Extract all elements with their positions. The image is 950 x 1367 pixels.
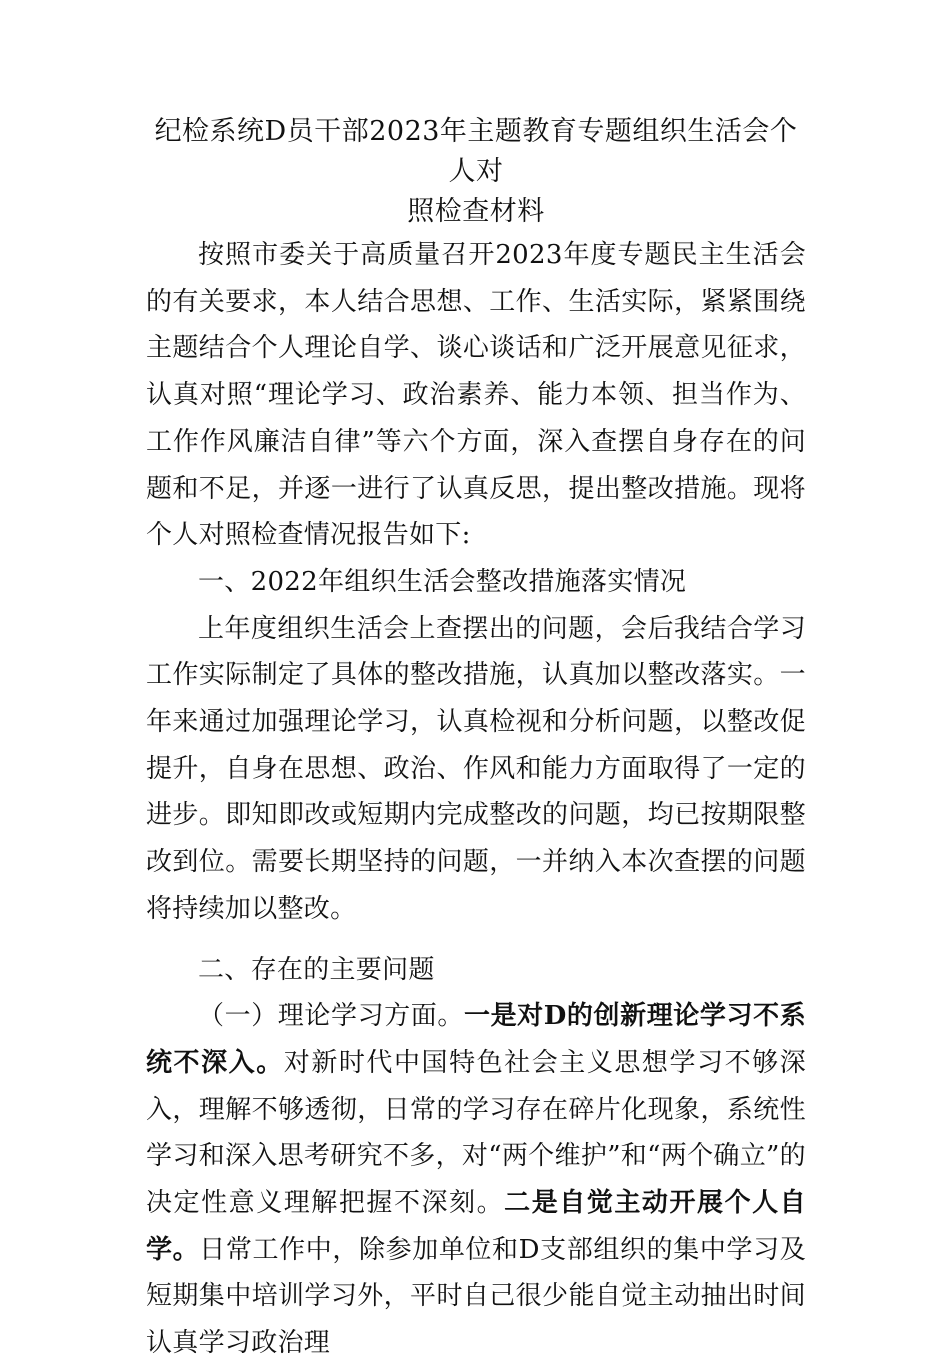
- paragraph-spacer: [146, 933, 806, 947]
- point-1-text: 对新时代中国特色社会主义思想学习不够深入，理解不够透彻，日常的学习存在碎片化现象，系统性学习和深入思考研究不多，对“两个维护”和“两个确立”的决定性意义理解把握不深刻。: [146, 1047, 806, 1219]
- subsection-1-lead: （一）理论学习方面。: [198, 1001, 464, 1032]
- intro-paragraph: 按照市委关于高质量召开2023年度专题民主生活会的有关要求，本人结合思想、工作、生活实际，紧紧围绕主题结合个人理论自学、谈心谈话和广泛开展意见征求，认真对照“理论学习、政治素养、能力本领、担当作为、工作作风廉洁自律”等六个方面，深入查摆自身存在的问题和不足，并逐一进行了认真反思，提出整改措施。现将个人对照检查情况报告如下:: [146, 240, 806, 551]
- point-2-text: 日常工作中，除参加单位和D支部组织的集中学习及短期集中培训学习外，平时自己很少能自觉主动抽出时间认真学习政治理: [146, 1234, 806, 1359]
- document-page: [146, 112, 806, 1367]
- title-line-2: 照检查材料: [407, 196, 545, 227]
- point-2-heading: 二是自觉主动开展个人自学。: [146, 1188, 806, 1265]
- section-1-heading: 一、2022年组织生活会整改措施落实情况: [198, 566, 687, 597]
- document-title: [146, 112, 806, 232]
- section-1-body: 上年度组织生活会上查摆出的问题，会后我结合学习工作实际制定了具体的整改措施，认真加以整改落实。一年来通过加强理论学习，认真检视和分析问题，以整改促提升，自身在思想、政治、作风和能力方面取得了一定的进步。即知即改或短期内完成整改的问题，均已按期限整改到位。需要长期坚持的问题，一并纳入本次查摆的问题将持续加以整改。: [146, 613, 806, 924]
- title-line-1: 纪检系统D员干部2023年主题教育专题组织生活会个人对: [154, 116, 798, 187]
- subsection-1-paragraph: [146, 993, 806, 1367]
- point-1-heading: 一是对D的创新理论学习不系统不深入。: [146, 1001, 806, 1078]
- section-2-heading: 二、存在的主要问题: [198, 954, 435, 985]
